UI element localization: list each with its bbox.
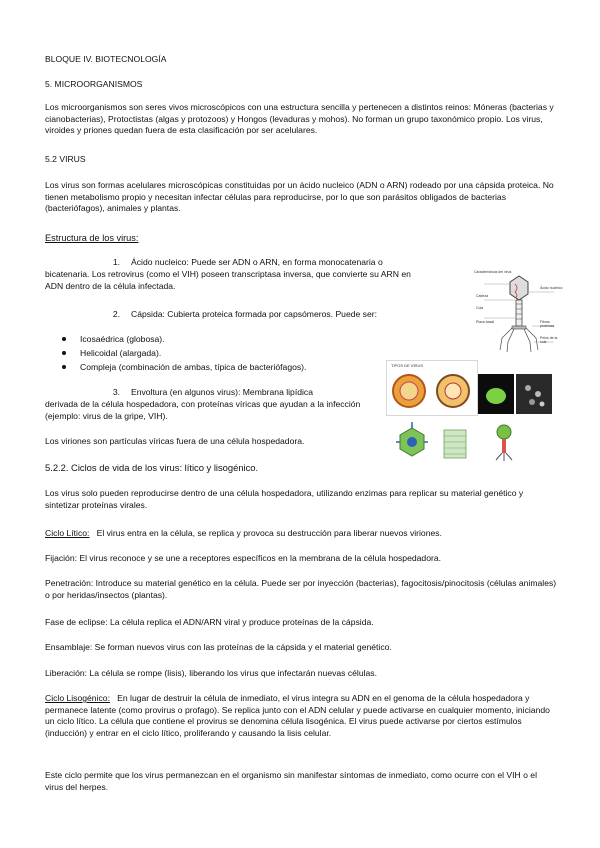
item-text: Cubierta proteica formada por capsómeros. Puede ser: [164, 309, 378, 319]
phage-label: Ácido nucleico [540, 286, 563, 290]
capsid-type-bullet: Helicoidal (alargada). [62, 348, 161, 360]
bacteriophage-icon [474, 270, 564, 362]
bullet-icon [62, 351, 66, 355]
lytic-label: Ciclo Lítico: [45, 528, 90, 538]
lysogenic-label: Ciclo Lisogénico: [45, 693, 110, 703]
virus-types-title: TIPOS DE VIRUS [391, 363, 424, 368]
cycles-intro-paragraph: Los virus solo pueden reproducirse dentro de una célula hospedadora, utilizando enzimas para replicar su material genético y sintetizar proteínas virales. [45, 488, 524, 510]
lytic-text: El virus entra en la célula, se replica y provoca su destrucción para liberar nuevos viriones. [96, 528, 442, 538]
micrograph-green [478, 374, 514, 414]
micrograph-grey [516, 374, 552, 414]
helical-virus-icon [444, 430, 466, 458]
phase-paragraph: Fase de eclipse: La célula replica el ADN/ARN viral y produce proteínas de la cápsida. [45, 617, 374, 627]
section-title: 5. MICROORGANISMOS [45, 79, 143, 89]
structure-item-3 [45, 387, 375, 399]
bullet-icon [62, 365, 66, 369]
virus-types-figure [386, 360, 478, 416]
item-title: Ácido nucleico: [131, 257, 189, 267]
phase-paragraph: Fijación: El virus reconoce y se une a receptores específicos en la membrana de la célula hospedadora. [45, 553, 442, 563]
phase-paragraph: Liberación: La célula se rompe (lisis), liberando los virus que infectarán nuevas células. [45, 668, 377, 678]
closing-paragraph: Este ciclo permite que los virus permanezcan en el organismo sin manifestar síntomas de inmediato, como ocurre con el VIH o el virus del herpes. [45, 770, 537, 792]
cycles-heading: 5.2.2. Ciclos de vida de los virus: lítico y lisogénico. [45, 462, 259, 473]
phase-paragraph: Ensamblaje: Se forman nuevos virus con las proteínas de la cápsida y el material genético. [45, 642, 392, 652]
block-title: BLOQUE IV. BIOTECNOLOGÍA [45, 54, 167, 64]
lytic-paragraph [45, 528, 557, 540]
phage-label: Cabeza [476, 294, 489, 298]
enveloped-virus-3d-icon [396, 422, 428, 456]
virus-intro-paragraph: Los virus son formas acelulares microscópicas constituidas por un ácido nucleico (ADN o ARN) rodeado por una cápsida proteica. No tienen metabolismo propio y necesitan infectar células para reproducirse, por lo que son parásitos obligados de bacterias (bacteriófagos), animales y plantas. [45, 180, 554, 214]
phage-label: Pelos de la cola [540, 336, 558, 344]
virus-heading: 5.2 VIRUS [45, 154, 86, 164]
item-text: Puede ser ADN o ARN, en forma monocatenaria o [188, 257, 383, 267]
item-text: Membrana lipídica [240, 387, 313, 397]
structure-item-3-continued: derivada de la célula hospedadora, con proteínas víricas que ayudan a la infección (ejemplo: virus de la gripe, VIH). [45, 399, 361, 421]
item-title: Cápsida: [131, 309, 165, 319]
intro-paragraph: Los microorganismos son seres vivos microscópicos con una estructura sencilla y pertenecen a distintos reinos: Móneras (bacterias y cianobacterias), Protoctistas (algas y protozoos) y Hongos (levaduras y mohos). No forman un grupo taxonómico propio. Los virus, viroides y priones quedan fuera de esta clasificación por ser acelulares. [45, 102, 554, 136]
virus-structures-figure [392, 418, 522, 466]
bullet-icon [62, 337, 66, 341]
lysogenic-paragraph [45, 693, 557, 739]
phage-3d-icon [496, 425, 512, 461]
phage-title: Características del virus [474, 270, 512, 274]
phase-paragraph: Penetración: Introduce su material genético en la célula. Puede ser por inyección (bacterias), fagocitosis/pinocitosis (células animales) o por heridas/insectos (plantas). [45, 578, 557, 600]
item-title: Envoltura (en algunos virus): [131, 387, 241, 397]
structure-item-1-continued: bicatenaria. Los retrovirus (como el VIH) poseen transcriptasa inversa, que convierte su ARN en ADN dentro de la célula infectada. [45, 269, 411, 291]
capsid-type-bullet: Compleja (combinación de ambas, típica de bacteriófagos). [62, 362, 306, 374]
structure-item-1 [45, 257, 425, 269]
phage-label: Cola [476, 306, 484, 310]
capsid-type-bullet: Icosaédrica (globosa). [62, 334, 165, 346]
bacteriophage-diagram [474, 270, 564, 362]
lysogenic-text: En lugar de destruir la célula de inmediato, el virus integra su ADN en el genoma de la célula hospedadora y permanece latente (como provirus o profago). Se replica junto con el ADN celular y puede activarse en cualquier momento, iniciando un ciclo lítico. La célula que contiene el provirus se denomina célula lisogénica. El virus puede activarse por ciertos estímulos (inducción) y entrar en el ciclo lítico, proliferando y causando la lisis celular. [45, 693, 550, 738]
structure-item-2 [45, 309, 425, 321]
structure-heading: Estructura de los virus: [45, 233, 139, 243]
item-number: 2. [112, 309, 120, 319]
phage-label: Placa basal [476, 320, 495, 324]
item-number: 1. [112, 257, 120, 267]
item-number: 3. [112, 387, 120, 397]
virions-paragraph: Los viriones son partículas víricas fuera de una célula hospedadora. [45, 436, 305, 446]
phage-label: Fibras proteicas [540, 320, 555, 328]
